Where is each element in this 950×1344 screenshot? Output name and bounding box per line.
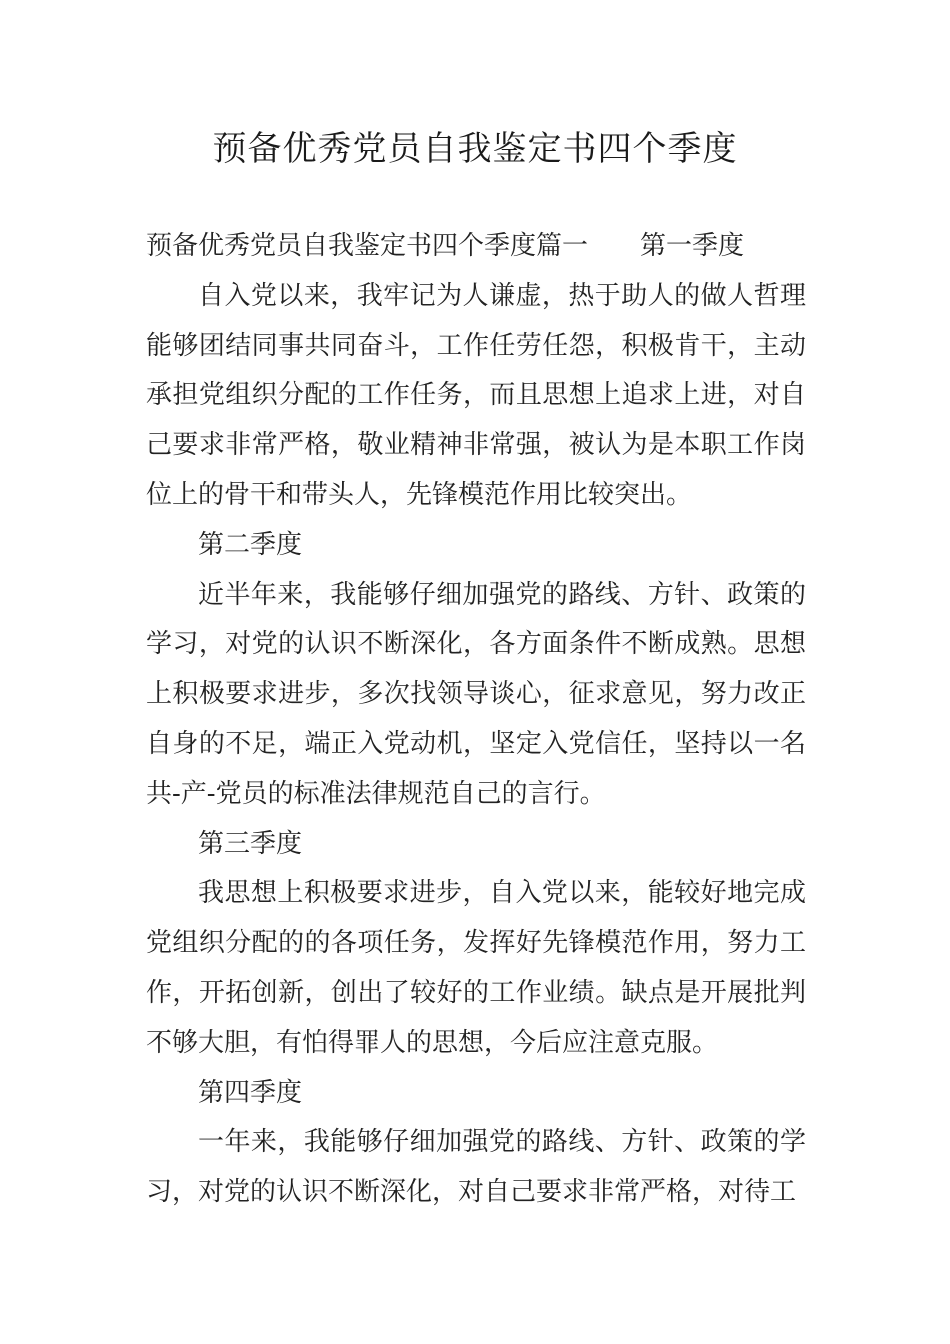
section-3-paragraph: 我思想上积极要求进步，自入党以来，能较好地完成党组织分配的的各项任务，发挥好先锋模范作用，努力工作，开拓创新，创出了较好的工作业绩。缺点是开展批判不够大胆，有怕得罪人的思想，今后应注意克服。 xyxy=(146,878,806,1058)
section-4-paragraph: 一年来，我能够仔细加强党的路线、方针、政策的学习，对党的认识不断深化，对自己要求非常严格，对待工 xyxy=(146,1127,806,1208)
document-title: 预备优秀党员自我鉴定书四个季度 xyxy=(212,129,738,169)
section-1-heading: 第一季度 xyxy=(640,231,745,261)
section-3-heading: 第三季度 xyxy=(198,828,303,859)
document-body xyxy=(146,222,806,1218)
section-1-paragraph: 自入党以来，我牢记为人谦虚，热于助人的做人哲理能够团结同事共同奋斗，工作任劳任怨，积极肯干，主动承担党组织分配的工作任务，而且思想上追求上进，对自己要求非常严格，敬业精神非常强，被认为是本职工作岗位上的骨干和带头人，先锋模范作用比较突出。 xyxy=(146,280,806,510)
intro-line xyxy=(146,222,806,272)
intro-heading: 预备优秀党员自我鉴定书四个季度篇一 xyxy=(146,231,589,261)
section-2-heading: 第二季度 xyxy=(198,529,303,560)
section-4-heading: 第四季度 xyxy=(198,1077,303,1108)
section-2-paragraph: 近半年来，我能够仔细加强党的路线、方针、政策的学习，对党的认识不断深化，各方面条件不断成熟。思想上积极要求进步，多次找领导谈心，征求意见，努力改正自身的不足，端正入党动机，坚定入党信任，坚持以一名共-产-党员的标准法律规范自己的言行。 xyxy=(146,579,806,809)
